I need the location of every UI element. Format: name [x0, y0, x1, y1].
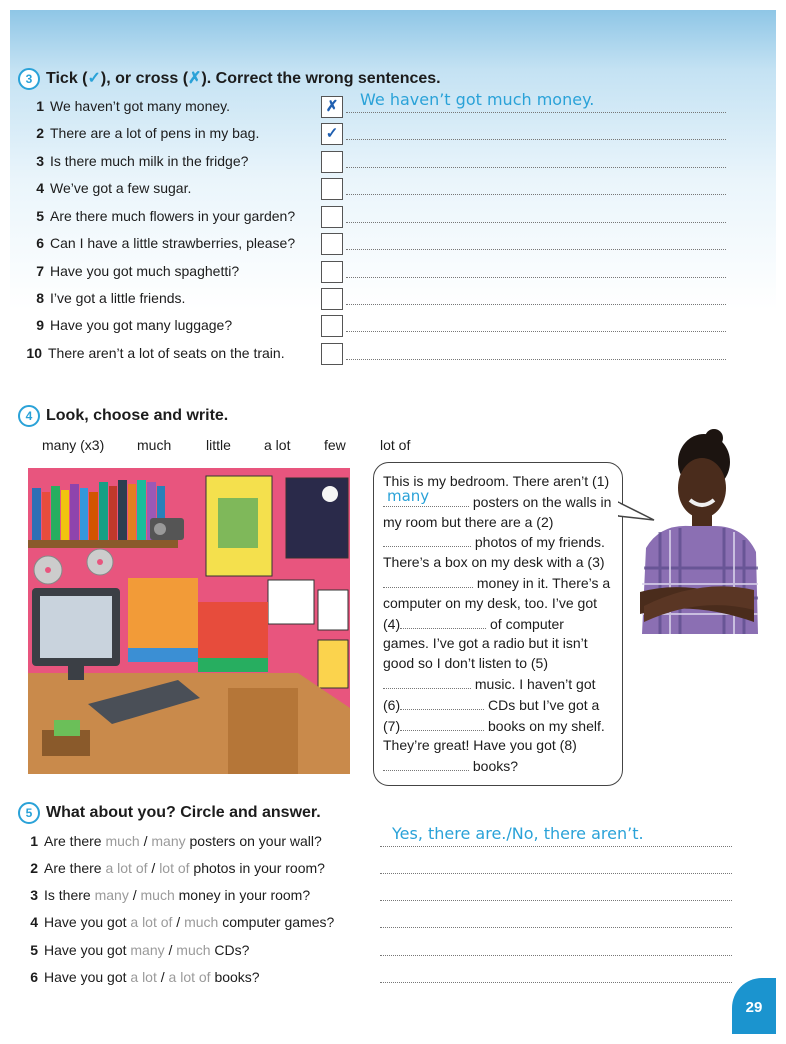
answer-checkbox[interactable]: [321, 206, 343, 228]
exercise-number-badge: 3: [18, 68, 40, 90]
gap-1[interactable]: [383, 487, 469, 507]
list-item: 6 Have you got a lot / a lot of books?: [30, 969, 260, 985]
exercise-5-title: 5 What about you? Circle and answer.: [18, 802, 321, 824]
speech-bubble-text: This is my bedroom. There aren’t (1) many posters on the walls in my room but there are a (2) photos of my friends. There’s a box on my desk with a (3) money in it. There’s a computer on my desk, too. I’ve got (4) of computer games. I’ve got a radio but it isn’t good so I don’t listen to (5) music. I haven’t got (6) CDs but I’ve got a (7) books on my shelf. They’re great! Have you got (8) books?: [383, 473, 612, 775]
answer-line[interactable]: [346, 222, 726, 223]
word-bank-item: many (x3): [42, 437, 105, 453]
tick-icon: ✓: [87, 70, 101, 88]
girl-photo: [630, 428, 760, 634]
word-bank-item: little: [206, 437, 231, 453]
answer-line[interactable]: [380, 955, 732, 956]
list-item: 7 Have you got much spaghetti?: [36, 263, 240, 279]
answer-checkbox[interactable]: [321, 288, 343, 310]
handwritten-answer: Yes, there are./No, there aren’t.: [392, 824, 644, 843]
list-item: 10 There aren’t a lot of seats on the train.: [26, 345, 285, 361]
list-item: 2 Are there a lot of / lot of photos in your room?: [30, 860, 325, 876]
answer-line[interactable]: [346, 249, 726, 250]
answer-line[interactable]: [346, 167, 726, 168]
gap-4[interactable]: [400, 614, 486, 629]
option-b[interactable]: much: [140, 887, 175, 903]
option-b[interactable]: many: [151, 833, 186, 849]
answer-line[interactable]: [346, 112, 726, 113]
option-a[interactable]: much: [105, 833, 140, 849]
list-item: 1 Are there much / many posters on your wall?: [30, 833, 322, 849]
option-a[interactable]: a lot of: [105, 860, 148, 876]
answer-checkbox[interactable]: [321, 261, 343, 283]
handwritten-answer: We haven’t got much money.: [360, 90, 595, 109]
list-item: 4 Have you got a lot of / much computer games?: [30, 914, 335, 930]
workbook-page: [10, 10, 776, 1034]
exercise-4-title: 4 Look, choose and write.: [18, 405, 228, 427]
option-b[interactable]: lot of: [159, 860, 190, 876]
answer-checkbox[interactable]: [321, 233, 343, 255]
gap-5[interactable]: [383, 674, 471, 689]
option-a[interactable]: many: [94, 887, 129, 903]
answer-line[interactable]: [346, 139, 726, 140]
option-b[interactable]: much: [184, 914, 219, 930]
list-item: 3 Is there much milk in the fridge?: [36, 153, 249, 169]
exercise-number-badge: 4: [18, 405, 40, 427]
answer-checkbox[interactable]: [321, 315, 343, 337]
word-bank-item: much: [137, 437, 172, 453]
answer-checkbox[interactable]: [321, 178, 343, 200]
list-item: 3 Is there many / much money in your room?: [30, 887, 311, 903]
page-number: 29: [732, 978, 776, 1034]
answer-checkbox[interactable]: ✓: [321, 123, 343, 145]
answer-line[interactable]: [346, 359, 726, 360]
gap-7[interactable]: [400, 716, 484, 731]
list-item: 1 We haven’t got many money.: [36, 98, 231, 114]
option-b[interactable]: much: [176, 942, 211, 958]
list-item: 4 We’ve got a few sugar.: [36, 180, 192, 196]
list-item: 5 Have you got many / much CDs?: [30, 942, 250, 958]
answer-line[interactable]: [346, 304, 726, 305]
list-item: 6 Can I have a little strawberries, please?: [36, 235, 296, 251]
list-item: 2 There are a lot of pens in my bag.: [36, 125, 260, 141]
answer-line[interactable]: [346, 331, 726, 332]
list-item: 5 Are there much flowers in your garden?: [36, 208, 296, 224]
cross-icon: ✗: [188, 70, 202, 88]
answer-checkbox[interactable]: ✗: [321, 96, 343, 118]
gap-2[interactable]: [383, 532, 471, 547]
bedroom-illustration: [28, 468, 350, 774]
answer-line[interactable]: [380, 900, 732, 901]
option-a[interactable]: a lot: [130, 969, 157, 985]
word-bank-item: lot of: [380, 437, 411, 453]
option-a[interactable]: a lot of: [130, 914, 173, 930]
answer-line[interactable]: [346, 277, 726, 278]
answer-checkbox[interactable]: [321, 151, 343, 173]
answer-line[interactable]: [380, 846, 732, 847]
answer-checkbox[interactable]: [321, 343, 343, 365]
gap-8[interactable]: [383, 756, 469, 771]
option-a[interactable]: many: [130, 942, 165, 958]
handwritten-answer: many: [387, 487, 430, 505]
exercise-3-title: 3 Tick (✓), or cross (✗). Correct the wrong sentences.: [18, 68, 441, 90]
gap-3[interactable]: [383, 573, 473, 588]
list-item: 9 Have you got many luggage?: [36, 317, 233, 333]
word-bank-item: a lot: [264, 437, 291, 453]
answer-line[interactable]: [346, 194, 726, 195]
exercise-number-badge: 5: [18, 802, 40, 824]
answer-line[interactable]: [380, 927, 732, 928]
word-bank-item: few: [324, 437, 346, 453]
option-b[interactable]: a lot of: [168, 969, 211, 985]
list-item: 8 I’ve got a little friends.: [36, 290, 186, 306]
gap-6[interactable]: [400, 695, 484, 710]
answer-line[interactable]: [380, 982, 732, 983]
answer-line[interactable]: [380, 873, 732, 874]
